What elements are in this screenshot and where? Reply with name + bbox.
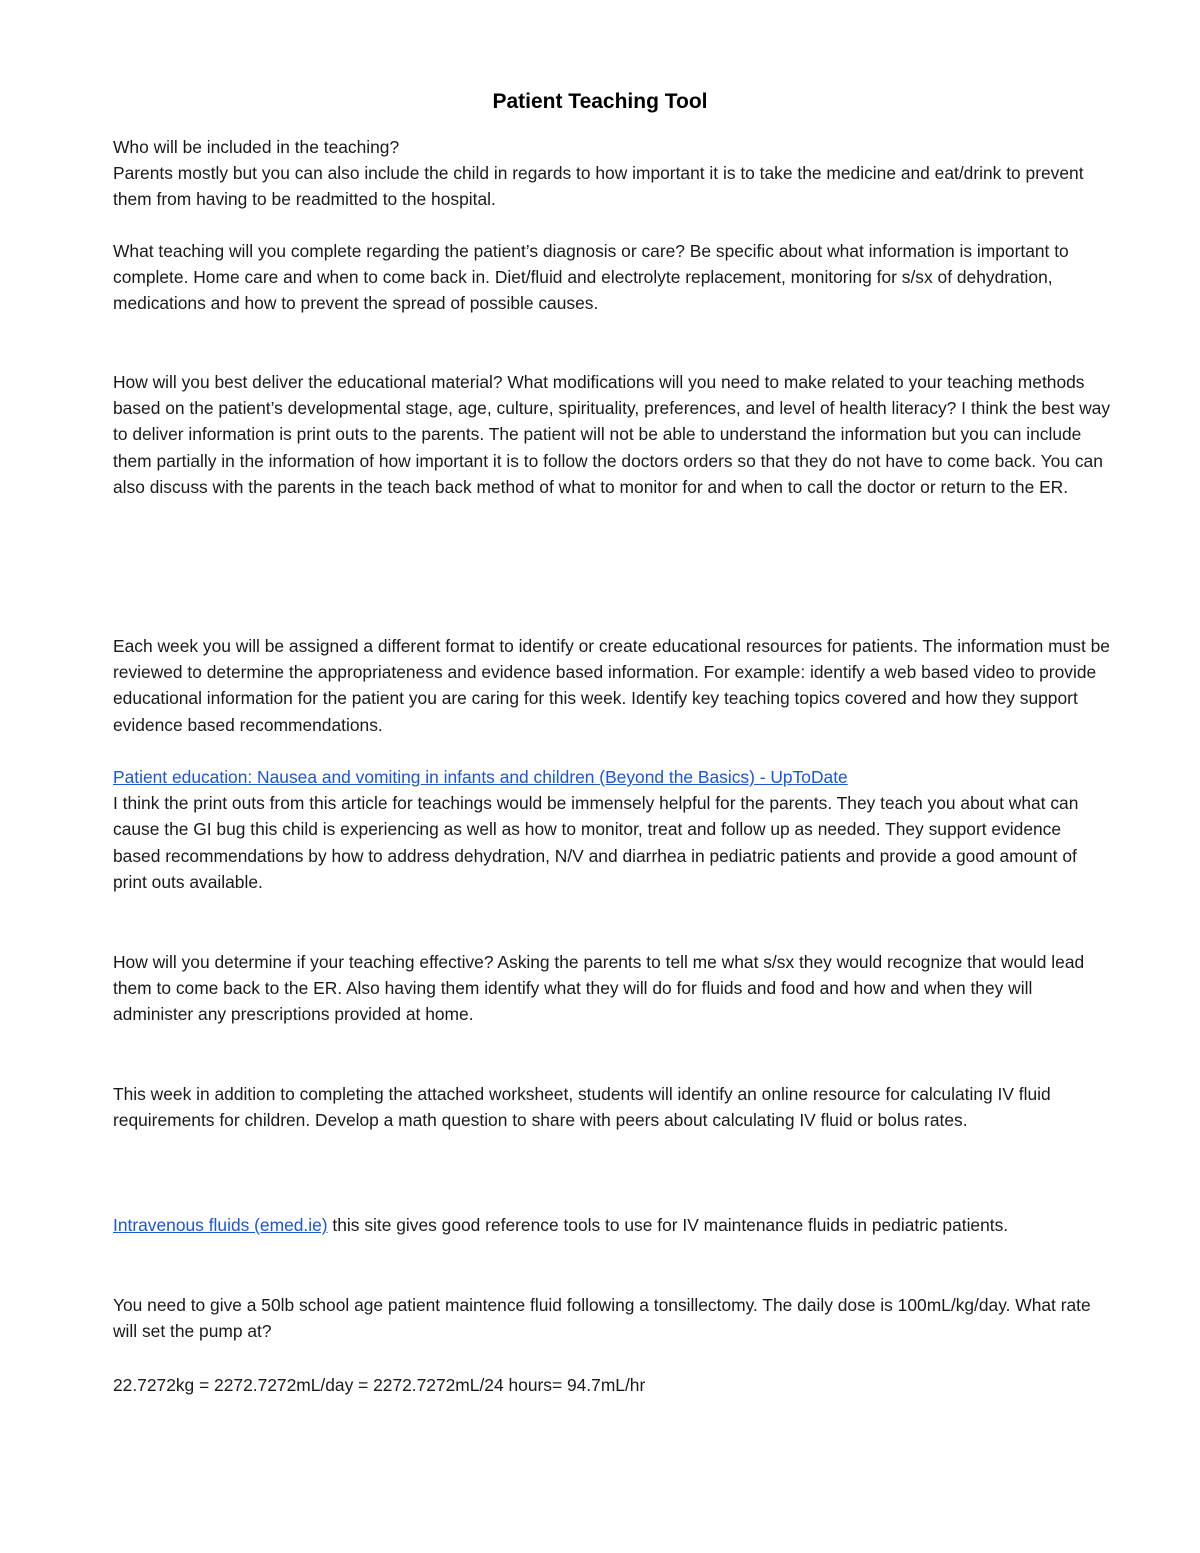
paragraph-teaching-content: What teaching will you complete regarding the patient’s diagnosis or care? Be specific about what information is important to complete. Home care and when to come back in. Diet/fluid and electrolyte replacement, monitoring for s/sx of dehydration, medications and how to prevent the spread of possible causes. xyxy=(113,241,1069,314)
paragraph-weekly-resources: Each week you will be assigned a different format to identify or create educational resources for patients. The information must be reviewed to determine the appropriateness and evidence based information. For example: identify a web based video to provide educational information for the patient you are caring for this week. Identify key teaching topics covered and how they support evidence based recommendations. xyxy=(113,636,1110,735)
section-delivery-method xyxy=(113,369,1113,500)
paragraph-resource-uptodate: I think the print outs from this article for teachings would be immensely helpful for the parents. They teach you about what can cause the GI bug this child is experiencing as well as how to monitor, treat and follow up as needed. They support evidence based recommendations by how to address dehydration, N/V and diarrhea in pediatric patients and provide a good amount of print outs available. xyxy=(113,793,1079,892)
section-resource-uptodate xyxy=(113,764,1113,895)
resource-emed-description: this site gives good reference tools to use for IV maintenance fluids in pediatric patients. xyxy=(327,1215,1009,1235)
document-title: Patient Teaching Tool xyxy=(492,90,708,113)
emed-link[interactable]: Intravenous fluids (emed.ie) xyxy=(113,1215,328,1235)
section-teaching-content xyxy=(113,238,1113,317)
section-who-included xyxy=(113,134,1113,213)
section-weekly-resources xyxy=(113,633,1113,738)
paragraph-resource-emed xyxy=(113,1212,1113,1238)
paragraph-delivery-method: How will you best deliver the educational material? What modifications will you need to make related to your teaching methods based on the patient’s developmental stage, age, culture, spirituality, preferences, and level of health literacy? I think the best way to deliver information is print outs to the parents. The patient will not be able to understand the information but you can include them partially in the information of how important it is to follow the doctors orders so that they do not have to come back. You can also discuss with the parents in the teach back method of what to monitor for and when to call the doctor or return to the ER. xyxy=(113,372,1111,497)
paragraph-evaluation: How will you determine if your teaching effective? Asking the parents to tell me what s/sx they would recognize that would lead them to come back to the ER. Also having them identify what they will do for fluids and food and how and when they will administer any prescriptions provided at home. xyxy=(113,952,1085,1025)
section-math-answer xyxy=(113,1372,1113,1398)
section-evaluation xyxy=(113,949,1113,1028)
section-math-question xyxy=(113,1292,1113,1344)
resource-link-line xyxy=(113,764,1113,790)
paragraph-math-answer: 22.7272kg = 2272.7272mL/day = 2272.7272mL/24 hours= 94.7mL/hr xyxy=(113,1375,646,1395)
paragraph-math-question: You need to give a 50lb school age patient maintence fluid following a tonsillectomy. The daily dose is 100mL/kg/day. What rate will set the pump at? xyxy=(113,1295,1091,1342)
paragraph-iv-assignment: This week in addition to completing the attached worksheet, students will identify an online resource for calculating IV fluid requirements for children. Develop a math question to share with peers about calculating IV fluid or bolus rates. xyxy=(113,1084,1051,1131)
answer-who-included: Parents mostly but you can also include the child in regards to how important it is to take the medicine and eat/drink to prevent them from having to be readmitted to the hospital. xyxy=(113,163,1084,210)
section-iv-assignment xyxy=(113,1081,1113,1133)
section-resource-emed xyxy=(113,1212,1113,1238)
question-who-included: Who will be included in the teaching? xyxy=(113,137,400,157)
uptodate-link[interactable]: Patient education: Nausea and vomiting in infants and children (Beyond the Basics) - UpToDate xyxy=(113,767,848,787)
